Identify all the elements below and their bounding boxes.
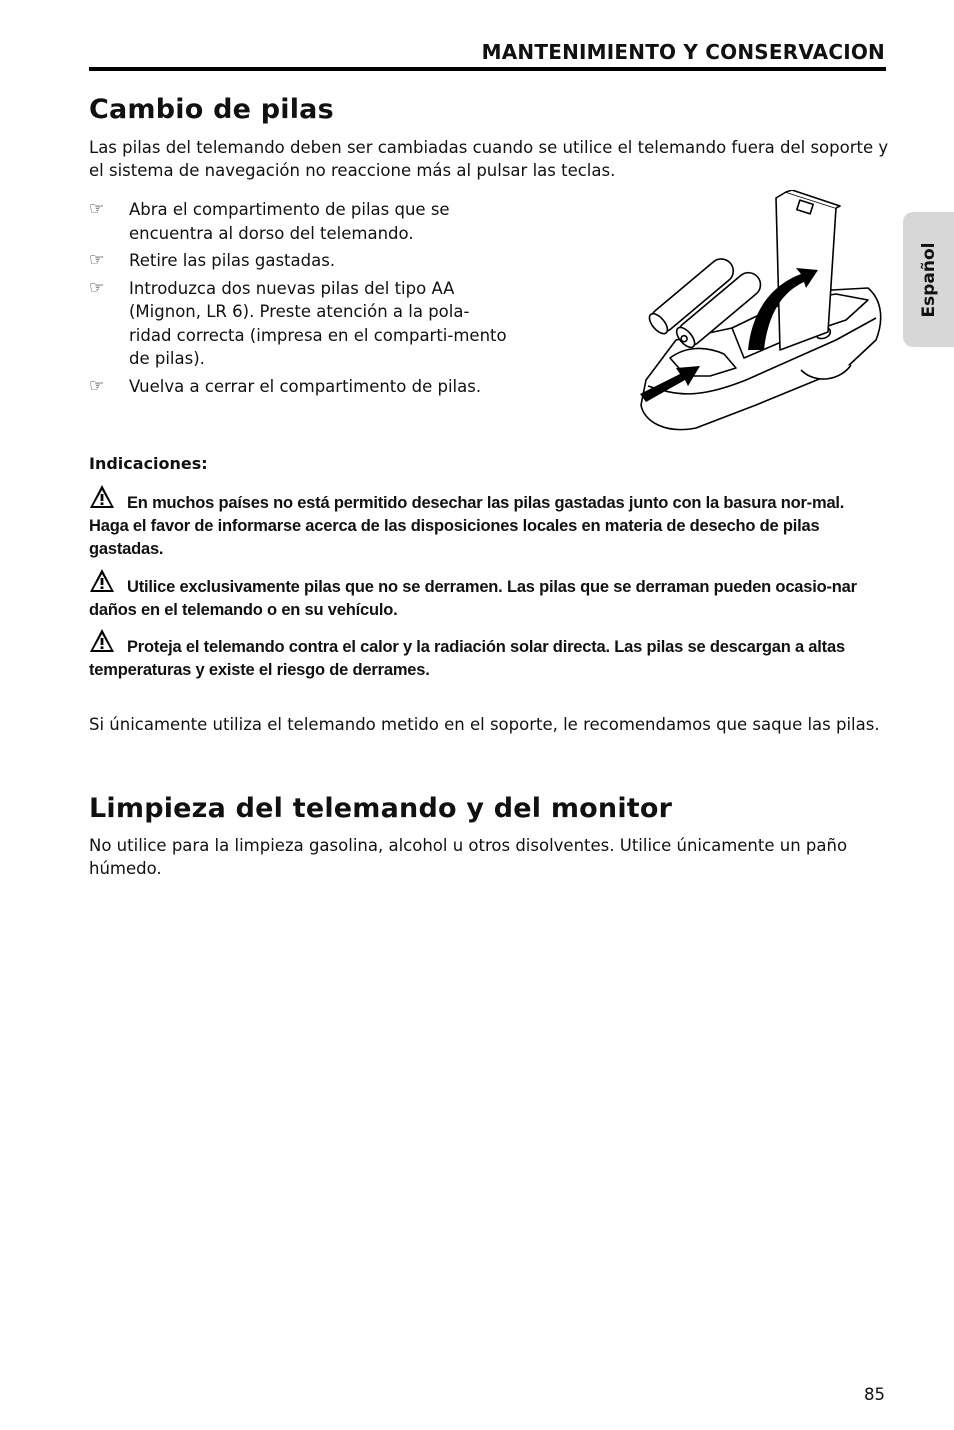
warning-triangle-icon bbox=[89, 628, 115, 654]
battery-step-text: Vuelva a cerrar el compartimento de pilas. bbox=[129, 376, 482, 396]
battery-step bbox=[89, 249, 509, 273]
section-header-title: MANTENIMIENTO Y CONSERVACION bbox=[481, 40, 885, 64]
cleaning-text: No utilice para la limpieza gasolina, alcohol u otros disolventes. Utilice únicamente un paño húmedo. bbox=[89, 836, 848, 878]
language-tab-label: Español bbox=[918, 242, 939, 317]
warning-text: Proteja el telemando contra el calor y la radiación solar directa. Las pilas se descargan a altas temperaturas y existe el riesgo de derrames. bbox=[89, 638, 845, 679]
battery-steps-list bbox=[89, 198, 509, 402]
warning-triangle-icon bbox=[89, 568, 115, 594]
language-side-tab bbox=[903, 212, 954, 347]
battery-section-title: Cambio de pilas bbox=[89, 94, 334, 125]
battery-closing-text: Si únicamente utiliza el telemando metido en el soporte, le recomendamos que saque las pilas. bbox=[89, 715, 880, 734]
warning-triangle-icon bbox=[89, 484, 115, 510]
pointing-hand-icon: ☞ bbox=[89, 199, 105, 219]
battery-step-text: Retire las pilas gastadas. bbox=[129, 251, 336, 270]
pointing-hand-icon: ☞ bbox=[89, 375, 105, 396]
battery-step bbox=[89, 277, 509, 371]
warning-note bbox=[89, 568, 887, 622]
battery-intro-text: Las pilas del telemando deben ser cambiadas cuando se utilice el telemando fuera del soporte y el sistema de navegación no reaccione más al pulsar las teclas. bbox=[89, 138, 889, 180]
pointing-hand-icon: ☞ bbox=[89, 250, 105, 270]
battery-step-text: Abra el compartimento de pilas que se encuentra al dorso del telemando. bbox=[129, 200, 450, 243]
warning-note bbox=[89, 628, 887, 682]
warning-note bbox=[89, 484, 887, 561]
warning-text: Utilice exclusivamente pilas que no se derramen. Las pilas que se derraman pueden ocasio-nar daños en el telemando o en su vehículo. bbox=[89, 578, 857, 619]
pointing-hand-icon: ☞ bbox=[89, 277, 105, 298]
page-number: 85 bbox=[864, 1385, 885, 1404]
remote-battery-illustration bbox=[636, 190, 884, 436]
cleaning-section-title: Limpieza del telemando y del monitor bbox=[89, 793, 673, 824]
notes-label: Indicaciones: bbox=[89, 454, 208, 473]
battery-step-text: Introduzca dos nuevas pilas del tipo AA (Mignon, LR 6). Preste atención a la pola-ridad correcta (impresa en el comparti-mento de pilas). bbox=[129, 278, 507, 368]
battery-step bbox=[89, 198, 509, 245]
warning-text: En muchos países no está permitido desechar las pilas gastadas junto con la basura nor-mal. Haga el favor de informarse acerca de las disposiciones locales en materia de desecho de pilas gastadas. bbox=[89, 494, 845, 558]
header-rule bbox=[89, 67, 886, 71]
battery-step bbox=[89, 375, 509, 399]
